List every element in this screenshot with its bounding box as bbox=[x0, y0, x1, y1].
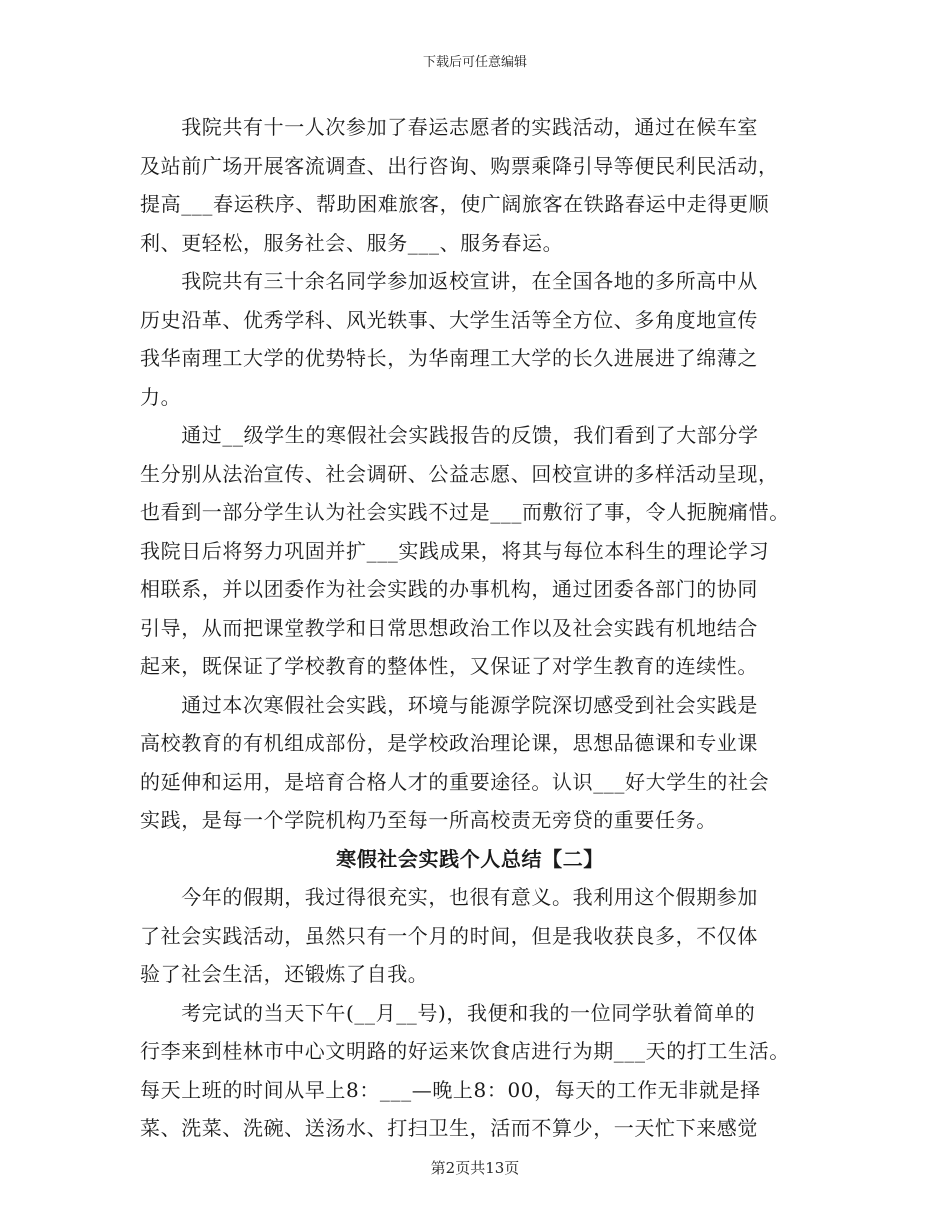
text-line: 我院共有三十余名同学参加返校宣讲，在全国各地的多所高中从 bbox=[140, 269, 758, 293]
text-line: 利、更轻松，服务社会、服务___、服务春运。 bbox=[140, 230, 564, 255]
text-line: 力。 bbox=[140, 384, 182, 409]
page-header: 下载后可任意编辑 bbox=[422, 55, 527, 70]
text-line: 高校教育的有机组成部份，是学校政治理论课，思想品德课和专业课 bbox=[140, 731, 758, 755]
text-line: 了社会实践活动，虽然只有一个月的时间，但是我收获良多，不仅体 bbox=[140, 923, 758, 948]
text-line: 我华南理工大学的优势特长，为华南理工大学的长久进展进了绵薄之 bbox=[140, 346, 758, 370]
text-line: 的延伸和运用，是培育合格人才的重要途径。认识___好大学生的社会 bbox=[140, 769, 770, 794]
text-line: 引导，从而把课堂教学和日常思想政治工作以及社会实践有机地结合 bbox=[140, 615, 758, 640]
text-line: 我院共有十一人次参加了春运志愿者的实践活动，通过在候车室 bbox=[140, 115, 758, 139]
text-line: 今年的假期，我过得很充实，也很有意义。我利用这个假期参加 bbox=[140, 885, 758, 909]
text-line: 验了社会生活，还锻炼了自我。 bbox=[140, 962, 429, 986]
page-footer: 第2页共13页 bbox=[430, 1159, 520, 1177]
text-line: 行李来到桂林市中心文明路的好运来饮食店进行为期___天的打工生活。 bbox=[140, 1039, 790, 1063]
document-body bbox=[140, 108, 800, 1148]
text-line: 历史沿革、优秀学科、风光轶事、大学生活等全方位、多角度地宣传 bbox=[140, 307, 758, 332]
text-line: 及站前广场开展客流调查、出行咨询、购票乘降引导等便民利民活动， bbox=[140, 153, 779, 178]
text-line: 生分别从法治宣传、社会调研、公益志愿、回校宣讲的多样活动呈现， bbox=[140, 461, 779, 486]
text-line: 也看到一部分学生认为社会实践不过是___而敷衍了事，令人扼腕痛惜。 bbox=[140, 500, 790, 524]
section-title: 寒假社会实践个人总结【二】 bbox=[336, 846, 604, 871]
text-line: 通过本次寒假社会实践，环境与能源学院深切感受到社会实践是 bbox=[140, 692, 758, 717]
text-line: 实践，是每一个学院机构乃至每一所高校责无旁贷的重要任务。 bbox=[140, 808, 717, 832]
text-line: 我院日后将努力巩固并扩___实践成果，将其与每位本科生的理论学习 bbox=[140, 538, 770, 563]
text-line: 考完试的当天下午(__月__号)，我便和我的一位同学驮着简单的 bbox=[140, 1000, 756, 1025]
text-line: 相联系，并以团委作为社会实践的办事机构，通过团委各部门的协同 bbox=[140, 577, 758, 601]
text-line: 通过__级学生的寒假社会实践报告的反馈，我们看到了大部分学 bbox=[140, 423, 759, 447]
text-line: 每天上班的时间从早上8：___—晚上8：00，每天的工作无非就是择 bbox=[140, 1077, 761, 1102]
text-line: 起来，既保证了学校教育的整体性，又保证了对学生教育的连续性。 bbox=[140, 654, 758, 678]
text-line: 菜、洗菜、洗碗、送汤水、打扫卫生，活而不算少，一天忙下来感觉 bbox=[140, 1116, 758, 1140]
text-line: 提高___春运秩序、帮助困难旅客，使广阔旅客在铁路春运中走得更顺 bbox=[140, 192, 770, 216]
